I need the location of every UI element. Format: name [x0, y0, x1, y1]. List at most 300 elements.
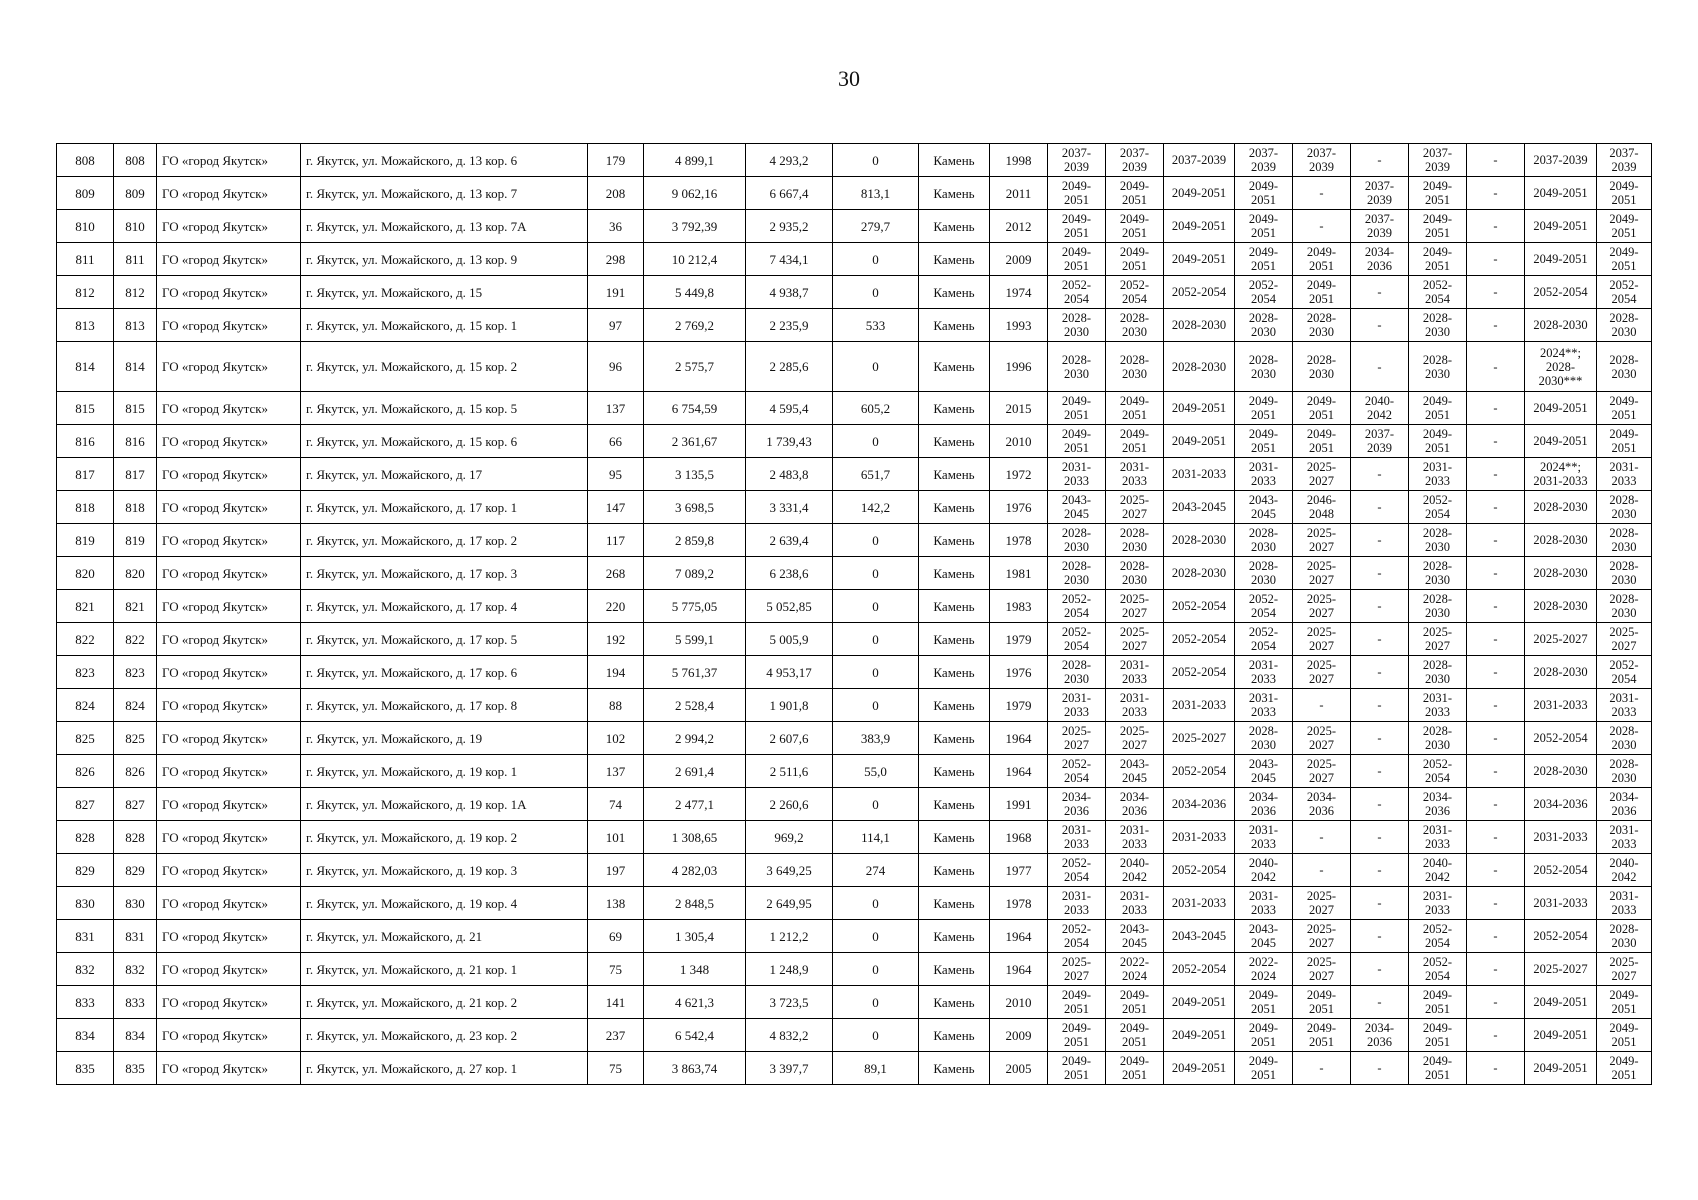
planned-period-cell: 2049-2051 [1048, 986, 1106, 1019]
planned-period-cell: 2049-2051 [1409, 210, 1467, 243]
house-number-cell: 808 [114, 144, 157, 177]
municipality-cell: ГО «город Якутск» [157, 1052, 301, 1085]
planned-period-cell: 2028-2030 [1597, 590, 1652, 623]
house-number-cell: 818 [114, 491, 157, 524]
apartments-count-cell: 102 [588, 722, 644, 755]
total-area-cell: 2 528,4 [644, 689, 746, 722]
nonresidential-area-cell: 651,7 [833, 458, 919, 491]
municipality-cell: ГО «город Якутск» [157, 210, 301, 243]
planned-period-cell: 2037-2039 [1048, 144, 1106, 177]
house-number-cell: 816 [114, 425, 157, 458]
planned-period-cell: 2052-2054 [1597, 276, 1652, 309]
house-number-cell: 829 [114, 854, 157, 887]
house-number-cell: 817 [114, 458, 157, 491]
municipality-cell: ГО «город Якутск» [157, 854, 301, 887]
total-area-cell: 2 848,5 [644, 887, 746, 920]
wall-material-cell: Камень [919, 392, 990, 425]
planned-period-cell: 2049-2051 [1597, 425, 1652, 458]
total-area-cell: 1 305,4 [644, 920, 746, 953]
address-cell: г. Якутск, ул. Можайского, д. 13 кор. 9 [301, 243, 588, 276]
planned-period-cell: - [1351, 144, 1409, 177]
house-number-cell: 832 [114, 953, 157, 986]
wall-material-cell: Камень [919, 425, 990, 458]
planned-period-cell: - [1467, 689, 1525, 722]
planned-period-cell: - [1293, 689, 1351, 722]
planned-period-cell: 2049-2051 [1293, 392, 1351, 425]
planned-period-cell: 2028-2030 [1235, 342, 1293, 392]
house-number-cell: 825 [114, 722, 157, 755]
nonresidential-area-cell: 813,1 [833, 177, 919, 210]
residential-area-cell: 5 052,85 [746, 590, 833, 623]
planned-period-cell: 2028-2030 [1235, 722, 1293, 755]
planned-period-cell: - [1351, 276, 1409, 309]
table-row [57, 243, 1652, 276]
planned-period-cell: 2049-2051 [1106, 243, 1164, 276]
planned-period-cell: 2052-2054 [1525, 276, 1597, 309]
planned-period-cell: 2028-2030 [1164, 557, 1235, 590]
municipality-cell: ГО «город Якутск» [157, 144, 301, 177]
planned-period-cell: 2040-2042 [1106, 854, 1164, 887]
table-row [57, 986, 1652, 1019]
planned-period-cell: 2052-2054 [1409, 491, 1467, 524]
wall-material-cell: Камень [919, 309, 990, 342]
wall-material-cell: Камень [919, 210, 990, 243]
nonresidential-area-cell: 533 [833, 309, 919, 342]
municipality-cell: ГО «город Якутск» [157, 392, 301, 425]
address-cell: г. Якутск, ул. Можайского, д. 17 кор. 8 [301, 689, 588, 722]
planned-period-cell: 2028-2030 [1597, 524, 1652, 557]
build-year-cell: 2015 [990, 392, 1048, 425]
planned-period-cell: 2025-2027 [1293, 656, 1351, 689]
table-row [57, 309, 1652, 342]
planned-period-cell: 2049-2051 [1164, 243, 1235, 276]
planned-period-cell: 2049-2051 [1409, 243, 1467, 276]
residential-area-cell: 1 739,43 [746, 425, 833, 458]
wall-material-cell: Камень [919, 1019, 990, 1052]
nonresidential-area-cell: 0 [833, 590, 919, 623]
planned-period-cell: 2049-2051 [1409, 1052, 1467, 1085]
table-row [57, 953, 1652, 986]
wall-material-cell: Камень [919, 986, 990, 1019]
apartments-count-cell: 101 [588, 821, 644, 854]
planned-period-cell: 2040-2042 [1235, 854, 1293, 887]
build-year-cell: 1972 [990, 458, 1048, 491]
planned-period-cell: 2049-2051 [1164, 986, 1235, 1019]
total-area-cell: 4 899,1 [644, 144, 746, 177]
planned-period-cell: - [1351, 491, 1409, 524]
build-year-cell: 1991 [990, 788, 1048, 821]
planned-period-cell: 2052-2054 [1048, 854, 1106, 887]
build-year-cell: 2010 [990, 425, 1048, 458]
build-year-cell: 1993 [990, 309, 1048, 342]
planned-period-cell: 2028-2030 [1409, 342, 1467, 392]
wall-material-cell: Камень [919, 854, 990, 887]
planned-period-cell: 2043-2045 [1106, 755, 1164, 788]
build-year-cell: 1977 [990, 854, 1048, 887]
residential-area-cell: 6 238,6 [746, 557, 833, 590]
planned-period-cell: 2049-2051 [1106, 986, 1164, 1019]
planned-period-cell: 2049-2051 [1235, 986, 1293, 1019]
planned-period-cell: 2049-2051 [1525, 425, 1597, 458]
planned-period-cell: 2028-2030 [1409, 309, 1467, 342]
planned-period-cell: 2031-2033 [1235, 821, 1293, 854]
row-number-cell: 815 [57, 392, 114, 425]
total-area-cell: 2 691,4 [644, 755, 746, 788]
total-area-cell: 9 062,16 [644, 177, 746, 210]
planned-period-cell: - [1467, 524, 1525, 557]
municipality-cell: ГО «город Якутск» [157, 342, 301, 392]
house-number-cell: 814 [114, 342, 157, 392]
planned-period-cell: 2028-2030 [1106, 557, 1164, 590]
planned-period-cell: 2028-2030 [1235, 557, 1293, 590]
build-year-cell: 1964 [990, 953, 1048, 986]
planned-period-cell: - [1467, 755, 1525, 788]
wall-material-cell: Камень [919, 177, 990, 210]
row-number-cell: 825 [57, 722, 114, 755]
planned-period-cell: 2049-2051 [1235, 177, 1293, 210]
planned-period-cell: 2028-2030 [1525, 524, 1597, 557]
nonresidential-area-cell: 0 [833, 887, 919, 920]
planned-period-cell: 2037-2039 [1293, 144, 1351, 177]
planned-period-cell: 2028-2030 [1164, 342, 1235, 392]
planned-period-cell: - [1467, 821, 1525, 854]
build-year-cell: 1968 [990, 821, 1048, 854]
total-area-cell: 2 859,8 [644, 524, 746, 557]
residential-area-cell: 2 285,6 [746, 342, 833, 392]
planned-period-cell: - [1467, 986, 1525, 1019]
row-number-cell: 817 [57, 458, 114, 491]
wall-material-cell: Камень [919, 656, 990, 689]
table-row [57, 590, 1652, 623]
nonresidential-area-cell: 0 [833, 425, 919, 458]
build-year-cell: 2010 [990, 986, 1048, 1019]
row-number-cell: 822 [57, 623, 114, 656]
planned-period-cell: - [1467, 309, 1525, 342]
build-year-cell: 1964 [990, 755, 1048, 788]
total-area-cell: 3 863,74 [644, 1052, 746, 1085]
table-row [57, 1019, 1652, 1052]
apartments-count-cell: 298 [588, 243, 644, 276]
planned-period-cell: 2025-2027 [1597, 953, 1652, 986]
address-cell: г. Якутск, ул. Можайского, д. 23 кор. 2 [301, 1019, 588, 1052]
planned-period-cell: 2052-2054 [1048, 623, 1106, 656]
row-number-cell: 821 [57, 590, 114, 623]
wall-material-cell: Камень [919, 920, 990, 953]
row-number-cell: 816 [57, 425, 114, 458]
address-cell: г. Якутск, ул. Можайского, д. 17 [301, 458, 588, 491]
apartments-count-cell: 268 [588, 557, 644, 590]
total-area-cell: 3 792,39 [644, 210, 746, 243]
planned-period-cell: 2049-2051 [1525, 392, 1597, 425]
residential-area-cell: 4 953,17 [746, 656, 833, 689]
planned-period-cell: 2052-2054 [1164, 656, 1235, 689]
planned-period-cell: 2028-2030 [1409, 722, 1467, 755]
municipality-cell: ГО «город Якутск» [157, 953, 301, 986]
planned-period-cell: 2049-2051 [1106, 425, 1164, 458]
row-number-cell: 824 [57, 689, 114, 722]
planned-period-cell: 2043-2045 [1164, 920, 1235, 953]
house-number-cell: 826 [114, 755, 157, 788]
planned-period-cell: 2028-2030 [1048, 342, 1106, 392]
planned-period-cell: 2049-2051 [1293, 986, 1351, 1019]
total-area-cell: 5 449,8 [644, 276, 746, 309]
address-cell: г. Якутск, ул. Можайского, д. 17 кор. 2 [301, 524, 588, 557]
planned-period-cell: 2049-2051 [1597, 210, 1652, 243]
build-year-cell: 1979 [990, 623, 1048, 656]
planned-period-cell: 2025-2027 [1106, 623, 1164, 656]
address-cell: г. Якутск, ул. Можайского, д. 21 [301, 920, 588, 953]
house-number-cell: 824 [114, 689, 157, 722]
residential-area-cell: 2 639,4 [746, 524, 833, 557]
apartments-count-cell: 66 [588, 425, 644, 458]
planned-period-cell: 2049-2051 [1048, 1019, 1106, 1052]
row-number-cell: 808 [57, 144, 114, 177]
house-number-cell: 833 [114, 986, 157, 1019]
residential-area-cell: 4 832,2 [746, 1019, 833, 1052]
planned-period-cell: 2031-2033 [1048, 458, 1106, 491]
total-area-cell: 1 308,65 [644, 821, 746, 854]
page-number: 30 [838, 66, 860, 91]
planned-period-cell: 2037-2039 [1409, 144, 1467, 177]
apartments-count-cell: 137 [588, 392, 644, 425]
planned-period-cell: - [1467, 392, 1525, 425]
planned-period-cell: 2025-2027 [1525, 953, 1597, 986]
planned-period-cell: - [1467, 887, 1525, 920]
planned-period-cell: - [1351, 623, 1409, 656]
planned-period-cell: 2052-2054 [1409, 755, 1467, 788]
row-number-cell: 834 [57, 1019, 114, 1052]
address-cell: г. Якутск, ул. Можайского, д. 19 кор. 4 [301, 887, 588, 920]
residential-area-cell: 3 397,7 [746, 1052, 833, 1085]
total-area-cell: 2 769,2 [644, 309, 746, 342]
house-number-cell: 809 [114, 177, 157, 210]
residential-area-cell: 1 212,2 [746, 920, 833, 953]
planned-period-cell: 2052-2054 [1164, 755, 1235, 788]
planned-period-cell: 2025-2027 [1106, 722, 1164, 755]
planned-period-cell: 2028-2030 [1293, 309, 1351, 342]
row-number-cell: 812 [57, 276, 114, 309]
build-year-cell: 1976 [990, 491, 1048, 524]
planned-period-cell: - [1467, 1019, 1525, 1052]
planned-period-cell: 2052-2054 [1597, 656, 1652, 689]
address-cell: г. Якутск, ул. Можайского, д. 15 кор. 2 [301, 342, 588, 392]
housing-register-table [56, 143, 1652, 1085]
wall-material-cell: Камень [919, 524, 990, 557]
total-area-cell: 7 089,2 [644, 557, 746, 590]
planned-period-cell: 2025-2027 [1293, 590, 1351, 623]
table-row [57, 887, 1652, 920]
planned-period-cell: 2043-2045 [1048, 491, 1106, 524]
nonresidential-area-cell: 0 [833, 953, 919, 986]
total-area-cell: 6 754,59 [644, 392, 746, 425]
planned-period-cell: 2049-2051 [1048, 1052, 1106, 1085]
planned-period-cell: 2028-2030 [1597, 722, 1652, 755]
planned-period-cell: 2031-2033 [1164, 821, 1235, 854]
residential-area-cell: 2 511,6 [746, 755, 833, 788]
planned-period-cell: 2028-2030 [1048, 524, 1106, 557]
planned-period-cell: 2049-2051 [1409, 1019, 1467, 1052]
planned-period-cell: 2049-2051 [1525, 986, 1597, 1019]
planned-period-cell: 2031-2033 [1409, 887, 1467, 920]
nonresidential-area-cell: 89,1 [833, 1052, 919, 1085]
municipality-cell: ГО «город Якутск» [157, 458, 301, 491]
planned-period-cell: 2028-2030 [1048, 656, 1106, 689]
planned-period-cell: 2028-2030 [1048, 557, 1106, 590]
planned-period-cell: 2049-2051 [1235, 392, 1293, 425]
municipality-cell: ГО «город Якутск» [157, 557, 301, 590]
planned-period-cell: 2049-2051 [1293, 276, 1351, 309]
planned-period-cell: - [1351, 458, 1409, 491]
planned-period-cell: 2049-2051 [1409, 425, 1467, 458]
planned-period-cell: - [1351, 920, 1409, 953]
planned-period-cell: - [1351, 590, 1409, 623]
planned-period-cell: 2037-2039 [1235, 144, 1293, 177]
planned-period-cell: 2031-2033 [1106, 458, 1164, 491]
address-cell: г. Якутск, ул. Можайского, д. 21 кор. 1 [301, 953, 588, 986]
planned-period-cell: 2049-2051 [1409, 177, 1467, 210]
planned-period-cell: 2028-2030 [1409, 524, 1467, 557]
planned-period-cell: 2037-2039 [1351, 425, 1409, 458]
planned-period-cell: 2049-2051 [1048, 210, 1106, 243]
planned-period-cell: - [1467, 920, 1525, 953]
apartments-count-cell: 197 [588, 854, 644, 887]
row-number-cell: 814 [57, 342, 114, 392]
house-number-cell: 835 [114, 1052, 157, 1085]
wall-material-cell: Камень [919, 458, 990, 491]
planned-period-cell: 2049-2051 [1106, 177, 1164, 210]
planned-period-cell: - [1467, 491, 1525, 524]
total-area-cell: 1 348 [644, 953, 746, 986]
total-area-cell: 2 575,7 [644, 342, 746, 392]
planned-period-cell: 2025-2027 [1409, 623, 1467, 656]
total-area-cell: 5 599,1 [644, 623, 746, 656]
apartments-count-cell: 191 [588, 276, 644, 309]
nonresidential-area-cell: 55,0 [833, 755, 919, 788]
build-year-cell: 2009 [990, 1019, 1048, 1052]
apartments-count-cell: 117 [588, 524, 644, 557]
planned-period-cell: - [1467, 276, 1525, 309]
planned-period-cell: - [1467, 854, 1525, 887]
apartments-count-cell: 74 [588, 788, 644, 821]
table-row [57, 689, 1652, 722]
planned-period-cell: - [1293, 854, 1351, 887]
planned-period-cell: 2028-2030 [1597, 755, 1652, 788]
planned-period-cell: 2034-2036 [1048, 788, 1106, 821]
planned-period-cell: 2037-2039 [1106, 144, 1164, 177]
row-number-cell: 832 [57, 953, 114, 986]
planned-period-cell: 2028-2030 [1106, 524, 1164, 557]
planned-period-cell: 2031-2033 [1106, 656, 1164, 689]
residential-area-cell: 3 331,4 [746, 491, 833, 524]
planned-period-cell: 2034-2036 [1293, 788, 1351, 821]
house-number-cell: 812 [114, 276, 157, 309]
table-row [57, 722, 1652, 755]
planned-period-cell: - [1467, 557, 1525, 590]
planned-period-cell: 2040-2042 [1597, 854, 1652, 887]
planned-period-cell: 2049-2051 [1525, 177, 1597, 210]
apartments-count-cell: 237 [588, 1019, 644, 1052]
planned-period-cell: 2025-2027 [1293, 623, 1351, 656]
planned-period-cell: 2031-2033 [1597, 887, 1652, 920]
apartments-count-cell: 75 [588, 953, 644, 986]
wall-material-cell: Камень [919, 953, 990, 986]
wall-material-cell: Камень [919, 623, 990, 656]
row-number-cell: 819 [57, 524, 114, 557]
wall-material-cell: Камень [919, 887, 990, 920]
nonresidential-area-cell: 0 [833, 689, 919, 722]
house-number-cell: 831 [114, 920, 157, 953]
municipality-cell: ГО «город Якутск» [157, 276, 301, 309]
planned-period-cell: - [1293, 177, 1351, 210]
nonresidential-area-cell: 0 [833, 276, 919, 309]
planned-period-cell: - [1351, 821, 1409, 854]
planned-period-cell: - [1351, 986, 1409, 1019]
residential-area-cell: 2 235,9 [746, 309, 833, 342]
planned-period-cell: 2049-2051 [1597, 1052, 1652, 1085]
build-year-cell: 1979 [990, 689, 1048, 722]
table-row [57, 788, 1652, 821]
planned-period-cell: - [1467, 342, 1525, 392]
residential-area-cell: 1 248,9 [746, 953, 833, 986]
row-number-cell: 828 [57, 821, 114, 854]
address-cell: г. Якутск, ул. Можайского, д. 15 кор. 1 [301, 309, 588, 342]
build-year-cell: 2005 [990, 1052, 1048, 1085]
planned-period-cell: 2049-2051 [1525, 1019, 1597, 1052]
planned-period-cell: 2043-2045 [1164, 491, 1235, 524]
planned-period-cell: 2025-2027 [1293, 887, 1351, 920]
build-year-cell: 1978 [990, 887, 1048, 920]
residential-area-cell: 2 260,6 [746, 788, 833, 821]
residential-area-cell: 969,2 [746, 821, 833, 854]
build-year-cell: 1964 [990, 920, 1048, 953]
planned-period-cell: 2028-2030 [1525, 557, 1597, 590]
planned-period-cell: - [1351, 342, 1409, 392]
total-area-cell: 5 761,37 [644, 656, 746, 689]
total-area-cell: 2 477,1 [644, 788, 746, 821]
address-cell: г. Якутск, ул. Можайского, д. 17 кор. 3 [301, 557, 588, 590]
table-row [57, 623, 1652, 656]
nonresidential-area-cell: 0 [833, 623, 919, 656]
table-row [57, 276, 1652, 309]
address-cell: г. Якутск, ул. Можайского, д. 13 кор. 7 [301, 177, 588, 210]
planned-period-cell: 2031-2033 [1525, 689, 1597, 722]
table-row [57, 210, 1652, 243]
planned-period-cell: - [1467, 953, 1525, 986]
total-area-cell: 10 212,4 [644, 243, 746, 276]
address-cell: г. Якутск, ул. Можайского, д. 15 [301, 276, 588, 309]
build-year-cell: 1998 [990, 144, 1048, 177]
planned-period-cell: 2049-2051 [1525, 210, 1597, 243]
address-cell: г. Якутск, ул. Можайского, д. 15 кор. 5 [301, 392, 588, 425]
planned-period-cell: - [1351, 755, 1409, 788]
wall-material-cell: Камень [919, 342, 990, 392]
planned-period-cell: 2028-2030 [1164, 524, 1235, 557]
planned-period-cell: 2049-2051 [1409, 392, 1467, 425]
planned-period-cell: 2025-2027 [1106, 590, 1164, 623]
planned-period-cell: 2049-2051 [1164, 1052, 1235, 1085]
planned-period-cell: 2037-2039 [1597, 144, 1652, 177]
wall-material-cell: Камень [919, 144, 990, 177]
wall-material-cell: Камень [919, 491, 990, 524]
nonresidential-area-cell: 0 [833, 986, 919, 1019]
planned-period-cell: 2028-2030 [1106, 342, 1164, 392]
planned-period-cell: 2022-2024 [1235, 953, 1293, 986]
address-cell: г. Якутск, ул. Можайского, д. 17 кор. 4 [301, 590, 588, 623]
municipality-cell: ГО «город Якутск» [157, 986, 301, 1019]
planned-period-cell: 2052-2054 [1409, 920, 1467, 953]
planned-period-cell: - [1351, 1052, 1409, 1085]
planned-period-cell: 2028-2030 [1106, 309, 1164, 342]
